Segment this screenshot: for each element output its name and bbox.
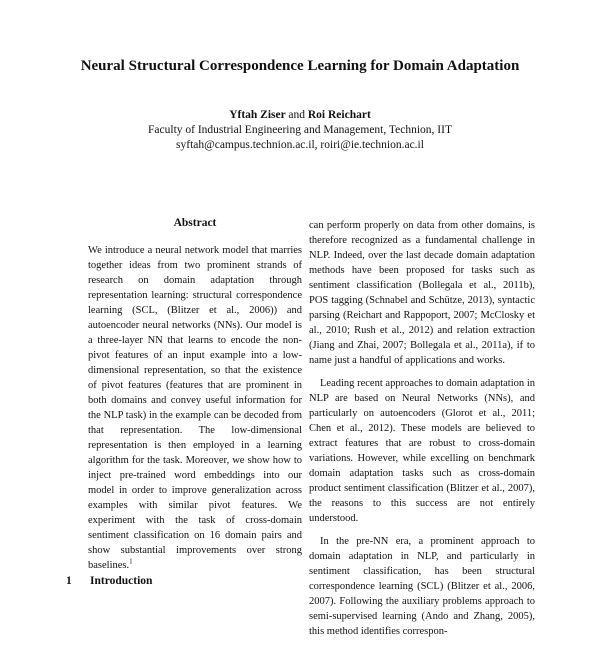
author-block bbox=[0, 108, 600, 153]
section-number: 1 bbox=[66, 575, 72, 587]
abstract-column bbox=[88, 216, 302, 573]
body-paragraph-3: In the pre-NN era, a prominent approach to domain adaptation in NLP, and particularly in sentiment classification, has been structural correspondence learning (SCL) (Blitzer et al., 2006, 2007). Following the auxiliary problems approach to semi-supervised learning (Ando and Zhang, 2005), this method identifies correspon- bbox=[309, 536, 535, 637]
affiliation: Faculty of Industrial Engineering and Management, Technion, IIT bbox=[148, 124, 452, 136]
author-1: Yftah Ziser bbox=[229, 109, 286, 121]
body-column-right bbox=[309, 218, 535, 647]
author-names bbox=[0, 108, 600, 123]
paper-title: Neural Structural Correspondence Learning for Domain Adaptation bbox=[80, 58, 520, 74]
abstract-paragraph bbox=[88, 243, 302, 573]
author-conjunction: and bbox=[288, 109, 305, 121]
body-paragraph-1: can perform properly on data from other domains, is therefore recognized as a fundamental challenge in NLP. Indeed, over the last decade domain adaptation methods have been proposed for tasks such as sentiment classification (Bollegala et al., 2011b), POS tagging (Schnabel and Schütze, 2013), syntactic parsing (Reichart and Rappoport, 2007; McClosky et al., 2010; Rush et al., 2012) and relation extraction (Jiang and Zhai, 2007; Bollegala et al., 2011a), if to name just a handful of applications and works. bbox=[309, 220, 535, 366]
author-2: Roi Reichart bbox=[307, 109, 371, 121]
section-heading bbox=[66, 575, 152, 587]
section-title: Introduction bbox=[90, 575, 153, 587]
body-paragraph-2: Leading recent approaches to domain adaptation in NLP are based on Neural Networks (NNs), and particularly on autoencoders (Glorot et al., 2011; Chen et al., 2012). These models are believed to extract features that are robust to cross-domain variations. However, while excelling on benchmark domain adaptation tasks such as cross-domain product sentiment classification (Blitzer et al., 2007), the reasons to this success are not entirely understood. bbox=[309, 378, 535, 524]
author-emails: syftah@campus.technion.ac.il, roiri@ie.technion.ac.il bbox=[176, 139, 424, 151]
abstract-heading: Abstract bbox=[173, 217, 217, 229]
footnote-mark: 1 bbox=[129, 557, 133, 566]
abstract-text: We introduce a neural network model that marries together ideas from two prominent strands of research on domain adaptation through representation learning: structural correspondence learning (SCL, (Blitzer et al., 2006)) and autoencoder neural networks (NNs). Our model is a three-layer NN that learns to encode the non-pivot features of an input example into a low-dimensional representation, so that the existence of pivot features (features that are prominent in both domains and convey useful information for the NLP task) in the example can be decoded from that representation. The low-dimensional representation is then employed in a learning algorithm for the task. Moreover, we show how to inject pre-trained word embeddings into our model in order to improve generalization across examples with similar pivot features. We experiment with the task of cross-domain sentiment classification on 16 domain pairs and show substantial improvements over strong baselines. bbox=[88, 245, 302, 571]
